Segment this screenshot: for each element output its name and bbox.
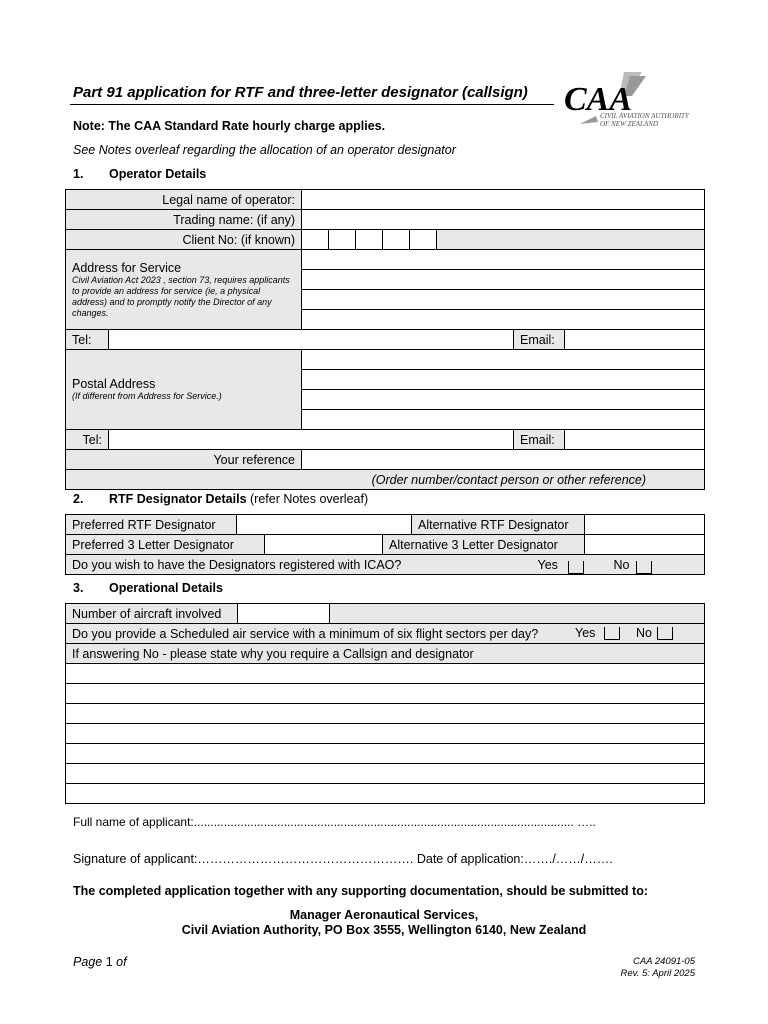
postal-tel-field[interactable] bbox=[109, 430, 514, 450]
form-code: CAA 24091-05 bbox=[633, 956, 695, 967]
your-reference-field[interactable] bbox=[302, 450, 705, 470]
rtf-designator-table bbox=[65, 514, 705, 575]
submit-instruction: The completed application together with any supporting documentation, should be submitted to: bbox=[73, 884, 649, 898]
postal-tel-label: Tel: bbox=[66, 430, 109, 450]
postal-address-label bbox=[66, 350, 302, 430]
alt-rtf-label: Alternative RTF Designator bbox=[412, 515, 585, 535]
client-no-filler bbox=[437, 230, 705, 250]
icao-no-checkbox[interactable] bbox=[636, 561, 652, 574]
full-name-line[interactable]: Full name of applicant:.................................................................................................................. ….. bbox=[73, 815, 596, 829]
scheduled-no-label: No bbox=[636, 626, 652, 640]
reason-line[interactable] bbox=[66, 724, 705, 744]
operational-details-table bbox=[65, 603, 705, 804]
legal-name-label: Legal name of operator: bbox=[66, 190, 302, 210]
address-line-2: Civil Aviation Authority, PO Box 3555, Wellington 6140, New Zealand bbox=[181, 923, 587, 937]
section-2-heading: 2. RTF Designator Details (refer Notes overleaf) bbox=[73, 492, 369, 506]
scheduled-yes-label: Yes bbox=[575, 626, 596, 640]
tel-label: Tel: bbox=[66, 330, 109, 350]
svg-text:CAA: CAA bbox=[564, 81, 633, 118]
signature-line[interactable]: Signature of applicant:……………………………………………. Date of application:……./……/……. bbox=[73, 852, 613, 866]
page-number: Page 1 of bbox=[73, 955, 127, 969]
scheduled-no-checkbox[interactable] bbox=[657, 627, 673, 640]
client-no-box[interactable] bbox=[356, 230, 383, 250]
icao-question-row bbox=[66, 555, 705, 575]
postal-email-label: Email: bbox=[514, 430, 565, 450]
revision: Rev. 5: April 2025 bbox=[620, 968, 695, 979]
alt-3-field[interactable] bbox=[585, 535, 705, 555]
overleaf-note: See Notes overleaf regarding the allocation of an operator designator bbox=[73, 143, 456, 157]
svg-text:OF NEW ZEALAND: OF NEW ZEALAND bbox=[600, 120, 658, 128]
address-service-line[interactable] bbox=[302, 310, 705, 330]
email-label: Email: bbox=[514, 330, 565, 350]
client-no-box[interactable] bbox=[329, 230, 356, 250]
client-no-box[interactable] bbox=[302, 230, 329, 250]
address-service-line[interactable] bbox=[302, 270, 705, 290]
num-aircraft-label: Number of aircraft involved bbox=[66, 604, 238, 624]
email-field[interactable] bbox=[565, 330, 705, 350]
pref-3-label: Preferred 3 Letter Designator bbox=[66, 535, 265, 555]
rate-note: Note: The CAA Standard Rate hourly charge applies. bbox=[73, 119, 386, 133]
trading-name-field[interactable] bbox=[302, 210, 705, 230]
address-service-label bbox=[66, 250, 302, 330]
postal-email-field[interactable] bbox=[565, 430, 705, 450]
address-service-line[interactable] bbox=[302, 290, 705, 310]
reason-line[interactable] bbox=[66, 744, 705, 764]
section-3-heading: 3. Operational Details bbox=[73, 581, 223, 595]
legal-name-field[interactable] bbox=[302, 190, 705, 210]
icao-yes-checkbox[interactable] bbox=[568, 561, 584, 574]
scheduled-question: Do you provide a Scheduled air service with a minimum of six flight sectors per day? bbox=[72, 626, 539, 641]
address-line-1: Manager Aeronautical Services, bbox=[289, 908, 479, 922]
postal-address-line[interactable] bbox=[302, 390, 705, 410]
reason-line[interactable] bbox=[66, 704, 705, 724]
reason-line[interactable] bbox=[66, 684, 705, 704]
postal-address-line[interactable] bbox=[302, 350, 705, 370]
caa-logo-icon bbox=[562, 66, 702, 130]
your-reference-label: Your reference bbox=[66, 450, 302, 470]
scheduled-question-row bbox=[66, 624, 705, 644]
icao-yes-label: Yes bbox=[537, 557, 558, 572]
postal-address-line[interactable] bbox=[302, 370, 705, 390]
postal-address-line[interactable] bbox=[302, 410, 705, 430]
alt-3-label: Alternative 3 Letter Designator bbox=[383, 535, 585, 555]
client-no-label: Client No: (if known) bbox=[66, 230, 302, 250]
postal-address-title: Postal Address bbox=[72, 377, 156, 391]
caa-logo bbox=[562, 66, 702, 130]
scheduled-yes-checkbox[interactable] bbox=[604, 627, 620, 640]
address-service-note: Civil Aviation Act 2023 , section 73, requires applicants to provide an address for service (ie, a physical address) and to promptly notify the Director of any changes. bbox=[72, 274, 290, 318]
reason-line[interactable] bbox=[66, 764, 705, 784]
address-service-title: Address for Service bbox=[72, 260, 182, 275]
if-no-label: If answering No - please state why you require a Callsign and designator bbox=[66, 644, 705, 664]
reference-note: (Order number/contact person or other reference) bbox=[66, 470, 705, 490]
client-no-box[interactable] bbox=[410, 230, 437, 250]
form-title: Part 91 application for RTF and three-letter designator (callsign) bbox=[73, 84, 528, 101]
pref-3-field[interactable] bbox=[265, 535, 383, 555]
client-no-box[interactable] bbox=[383, 230, 410, 250]
alt-rtf-field[interactable] bbox=[585, 515, 705, 535]
postal-address-note: (If different from Address for Service.) bbox=[72, 391, 222, 401]
num-aircraft-filler bbox=[330, 604, 705, 624]
svg-text:CIVIL AVIATION AUTHORITY: CIVIL AVIATION AUTHORITY bbox=[600, 112, 689, 120]
address-service-line[interactable] bbox=[302, 250, 705, 270]
reason-line[interactable] bbox=[66, 784, 705, 804]
num-aircraft-field[interactable] bbox=[238, 604, 330, 624]
pref-rtf-field[interactable] bbox=[237, 515, 412, 535]
pref-rtf-label: Preferred RTF Designator bbox=[66, 515, 237, 535]
icao-question: Do you wish to have the Designators registered with ICAO? bbox=[72, 557, 402, 572]
icao-no-label: No bbox=[613, 557, 630, 572]
trading-name-label: Trading name: (if any) bbox=[66, 210, 302, 230]
reason-line[interactable] bbox=[66, 664, 705, 684]
document-reference bbox=[560, 956, 695, 980]
title-rule bbox=[70, 104, 554, 105]
operator-details-table bbox=[65, 189, 705, 490]
tel-field[interactable] bbox=[109, 330, 514, 350]
section-1-heading: 1. Operator Details bbox=[73, 167, 207, 181]
